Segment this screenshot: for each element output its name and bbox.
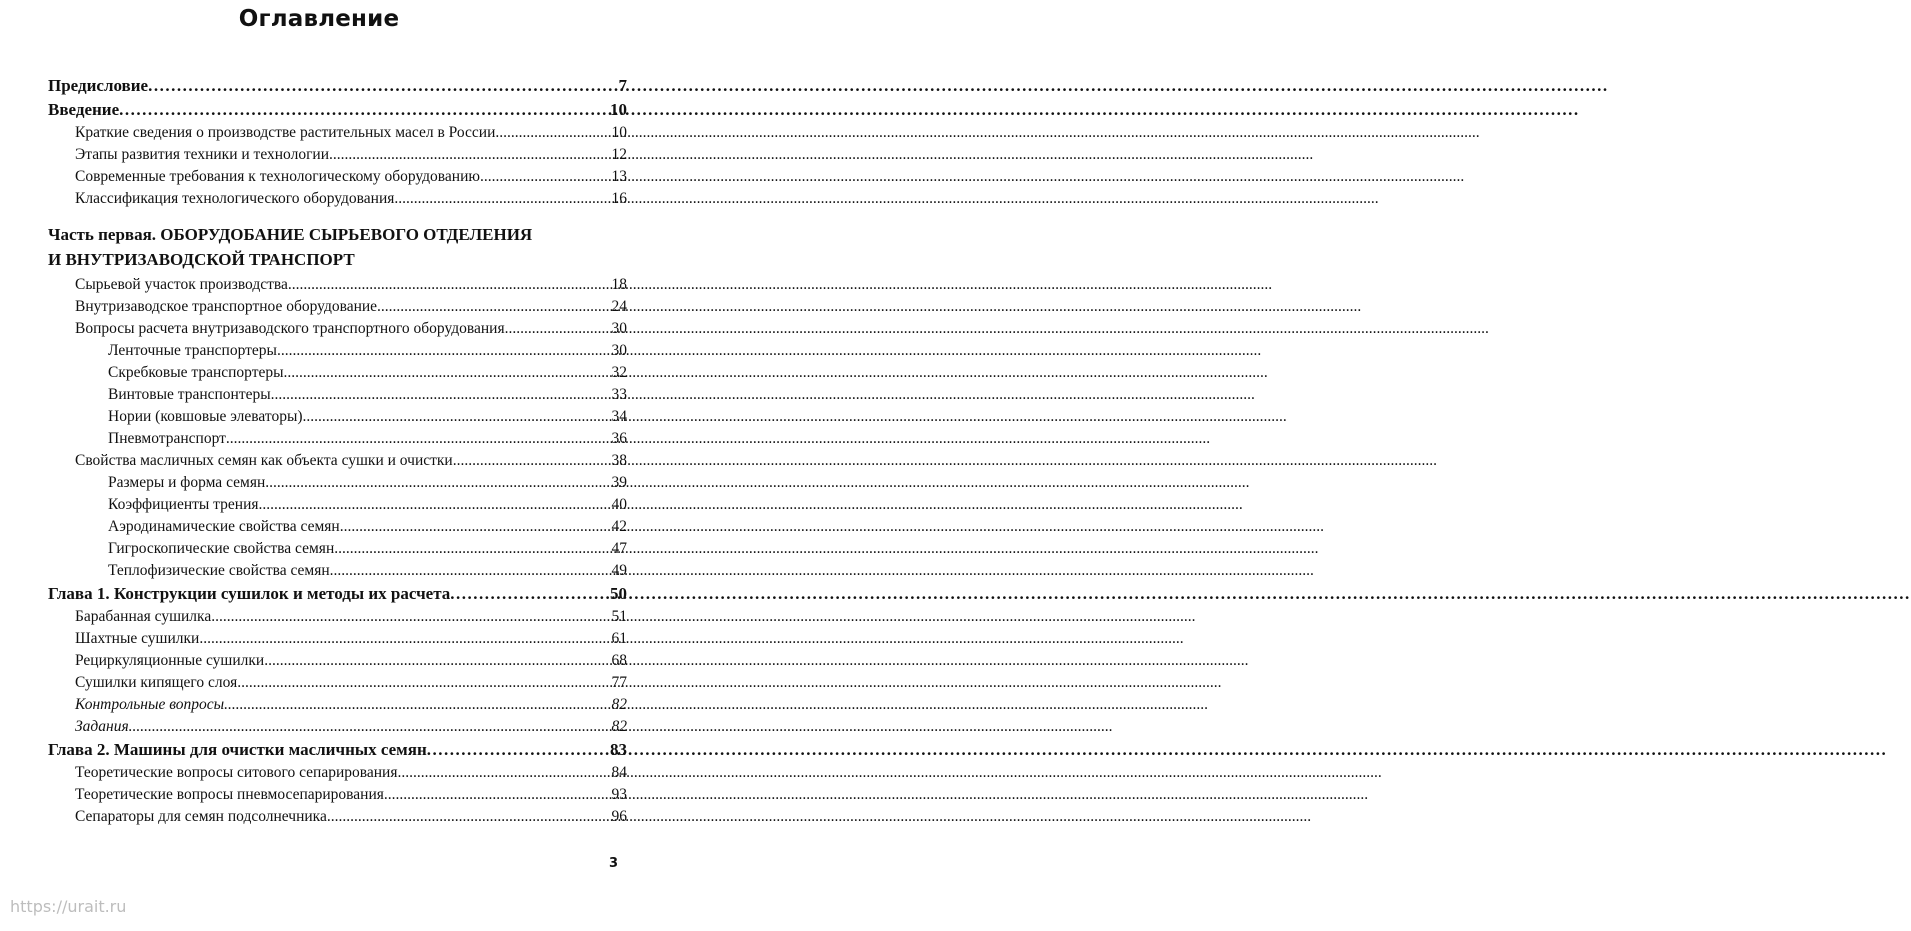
dot-leader bbox=[384, 784, 612, 806]
toc-entry[interactable] bbox=[48, 762, 627, 784]
toc-entry[interactable] bbox=[48, 318, 627, 340]
toc-entry-italic[interactable] bbox=[48, 694, 627, 716]
toc-entry-page: 36 bbox=[611, 430, 627, 447]
toc-entry[interactable] bbox=[48, 274, 627, 296]
page-title: Оглавление bbox=[238, 6, 400, 32]
toc-entry-title: Внутризаводское транспортное оборудование bbox=[75, 298, 378, 315]
toc-entry-page: 50 bbox=[610, 584, 627, 603]
page-number: 3 bbox=[608, 856, 618, 871]
part-heading-line: Часть первая. ОБОРУДОБАНИЕ СЫРЬЕВОГО ОТДЕЛЕНИЯ bbox=[48, 225, 533, 244]
watermark-url[interactable]: https://urait.ru bbox=[10, 897, 127, 916]
dot-leader bbox=[480, 166, 612, 188]
toc-entry-page: 13 bbox=[611, 168, 627, 185]
toc-entry-title: Аэродинамические свойства семян bbox=[108, 518, 340, 535]
dot-leader bbox=[450, 582, 610, 606]
toc-entry-title: Шахтные сушилки bbox=[75, 630, 200, 647]
toc-entry-page: 51 bbox=[611, 608, 627, 625]
toc-entry-page: 49 bbox=[611, 562, 627, 579]
dot-leader bbox=[277, 340, 612, 362]
toc-entry-title: Теоретические вопросы пневмосепарирования bbox=[75, 786, 384, 803]
dot-leader bbox=[377, 296, 611, 318]
toc-entry-title: Ленточные транспортеры bbox=[108, 342, 277, 359]
toc-subentry[interactable] bbox=[48, 406, 627, 428]
toc-entry-title: Этапы развития техники и технологии bbox=[75, 146, 330, 163]
toc-entry[interactable] bbox=[48, 806, 627, 828]
toc-entry-introduction[interactable] bbox=[48, 98, 627, 122]
toc-entry-page: 38 bbox=[611, 452, 627, 469]
toc-entry-chapter-1[interactable] bbox=[48, 582, 627, 606]
toc-subentry[interactable] bbox=[48, 340, 627, 362]
toc-entry-page: 33 bbox=[611, 386, 627, 403]
dot-leader bbox=[148, 74, 618, 98]
toc-entry-title: Сырьевой участок производства bbox=[75, 276, 288, 293]
toc-entry-page: 30 bbox=[611, 342, 627, 359]
part-heading[interactable] bbox=[48, 222, 627, 272]
toc-entry[interactable] bbox=[48, 144, 627, 166]
toc-entry-title: Рециркуляционные сушилки bbox=[75, 652, 265, 669]
dot-leader bbox=[288, 274, 612, 296]
toc-entry-title: Пневмотранспорт bbox=[108, 430, 226, 447]
dot-leader bbox=[340, 516, 612, 538]
dot-leader bbox=[224, 694, 611, 716]
dot-leader bbox=[237, 672, 611, 694]
toc-entry-title: Коэффициенты трения bbox=[108, 496, 259, 513]
toc-entry-page: 96 bbox=[611, 808, 627, 825]
dot-leader bbox=[495, 122, 611, 144]
toc-entry-page: 40 bbox=[611, 496, 627, 513]
toc-entry[interactable] bbox=[48, 628, 627, 650]
toc-entry-title: Контрольные вопросы bbox=[75, 696, 225, 713]
dot-leader bbox=[265, 472, 611, 494]
toc-subentry[interactable] bbox=[48, 384, 627, 406]
toc-entry-italic[interactable] bbox=[48, 716, 627, 738]
toc-entry-page: 16 bbox=[611, 190, 627, 207]
toc-subentry[interactable] bbox=[48, 494, 627, 516]
dot-leader bbox=[259, 494, 612, 516]
toc-entry-page: 77 bbox=[611, 674, 627, 691]
dot-leader bbox=[211, 606, 611, 628]
dot-leader bbox=[427, 738, 610, 762]
dot-leader bbox=[264, 650, 611, 672]
toc-entry[interactable] bbox=[48, 650, 627, 672]
toc-entry-title: Глава 1. Конструкции сушилок и методы их расчета bbox=[48, 584, 451, 603]
toc-subentry[interactable] bbox=[48, 362, 627, 384]
toc-entry-page: 42 bbox=[611, 518, 627, 535]
toc-entry-page: 82 bbox=[611, 718, 627, 735]
dot-leader bbox=[327, 806, 612, 828]
dot-leader bbox=[199, 628, 611, 650]
toc-subentry[interactable] bbox=[48, 428, 627, 450]
toc-entry-title: Винтовые транспонтеры bbox=[108, 386, 271, 403]
dot-leader bbox=[330, 560, 612, 582]
toc-entry-title: Скребковые транспортеры bbox=[108, 364, 284, 381]
toc-subentry[interactable] bbox=[48, 538, 627, 560]
toc-entry-page: 47 bbox=[611, 540, 627, 557]
toc-entry-page: 34 bbox=[611, 408, 627, 425]
toc-entry[interactable] bbox=[48, 166, 627, 188]
toc-entry-preface[interactable] bbox=[48, 74, 627, 98]
toc-entry-chapter-2[interactable] bbox=[48, 738, 627, 762]
toc-entry-title: Глава 2. Машины для очистки масличных семян bbox=[48, 740, 427, 759]
toc-entry-title: Краткие сведения о производстве растительных масел в России bbox=[75, 124, 496, 141]
toc-subentry[interactable] bbox=[48, 472, 627, 494]
toc-subentry[interactable] bbox=[48, 560, 627, 582]
dot-leader bbox=[394, 188, 611, 210]
toc-entry-page: 68 bbox=[611, 652, 627, 669]
dot-leader bbox=[303, 406, 612, 428]
toc-entry-page: 61 bbox=[611, 630, 627, 647]
toc-entry-title: Задания bbox=[75, 718, 129, 735]
dot-leader bbox=[284, 362, 612, 384]
toc-entry-title: Нории (ковшовые элеваторы) bbox=[108, 408, 303, 425]
toc-entry-page: 32 bbox=[611, 364, 627, 381]
toc-entry-title: Классификация технологического оборудования bbox=[75, 190, 395, 207]
toc-entry-page: 7 bbox=[618, 76, 627, 95]
toc-entry-title: Свойства масличных семян как объекта сушки и очистки bbox=[75, 452, 453, 469]
toc-entry-title: Вопросы расчета внутризаводского транспортного оборудования bbox=[75, 320, 505, 337]
dot-leader bbox=[505, 318, 612, 340]
toc-entry-page: 84 bbox=[611, 764, 627, 781]
toc-entry-title: Сушилки кипящего слоя bbox=[75, 674, 238, 691]
toc-entry[interactable] bbox=[48, 296, 627, 318]
toc-entry-page: 39 bbox=[611, 474, 627, 491]
toc-entry-title: Размеры и форма семян bbox=[108, 474, 266, 491]
toc-entry[interactable] bbox=[48, 122, 627, 144]
dot-leader bbox=[271, 384, 612, 406]
toc-entry-page: 93 bbox=[611, 786, 627, 803]
table-of-contents bbox=[48, 74, 627, 828]
dot-leader bbox=[119, 98, 610, 122]
toc-entry-title: Современные требования к технологическому оборудованию bbox=[75, 168, 480, 185]
dot-leader bbox=[453, 450, 612, 472]
toc-subentry[interactable] bbox=[48, 516, 627, 538]
toc-entry-title: Предисловие bbox=[48, 76, 149, 95]
toc-entry-title: Введение bbox=[48, 100, 120, 119]
toc-entry-page: 10 bbox=[611, 124, 627, 141]
toc-entry-page: 30 bbox=[611, 320, 627, 337]
dot-leader bbox=[226, 428, 612, 450]
toc-entry[interactable] bbox=[48, 784, 627, 806]
toc-entry-title: Сепараторы для семян подсолнечника bbox=[75, 808, 327, 825]
toc-entry-page: 83 bbox=[610, 740, 627, 759]
dot-leader bbox=[329, 144, 611, 166]
dot-leader bbox=[334, 538, 611, 560]
toc-entry[interactable] bbox=[48, 672, 627, 694]
dot-leader bbox=[129, 716, 612, 738]
toc-entry-title: Теплофизические свойства семян bbox=[108, 562, 330, 579]
dot-leader bbox=[397, 762, 611, 784]
toc-entry-page: 24 bbox=[611, 298, 627, 315]
toc-entry-page: 18 bbox=[611, 276, 627, 293]
toc-entry-title: Барабанная сушилка bbox=[75, 608, 212, 625]
toc-entry-page: 82 bbox=[611, 696, 627, 713]
part-heading-line: И ВНУТРИЗАВОДСКОЙ ТРАНСПОРТ bbox=[48, 250, 355, 269]
toc-entry-title: Гигроскопические свойства семян bbox=[108, 540, 335, 557]
toc-entry-page: 12 bbox=[611, 146, 627, 163]
toc-entry-title: Теоретические вопросы ситового сепарирования bbox=[75, 764, 398, 781]
toc-entry[interactable] bbox=[48, 606, 627, 628]
toc-entry[interactable] bbox=[48, 450, 627, 472]
toc-entry-page: 10 bbox=[610, 100, 627, 119]
toc-entry[interactable] bbox=[48, 188, 627, 210]
